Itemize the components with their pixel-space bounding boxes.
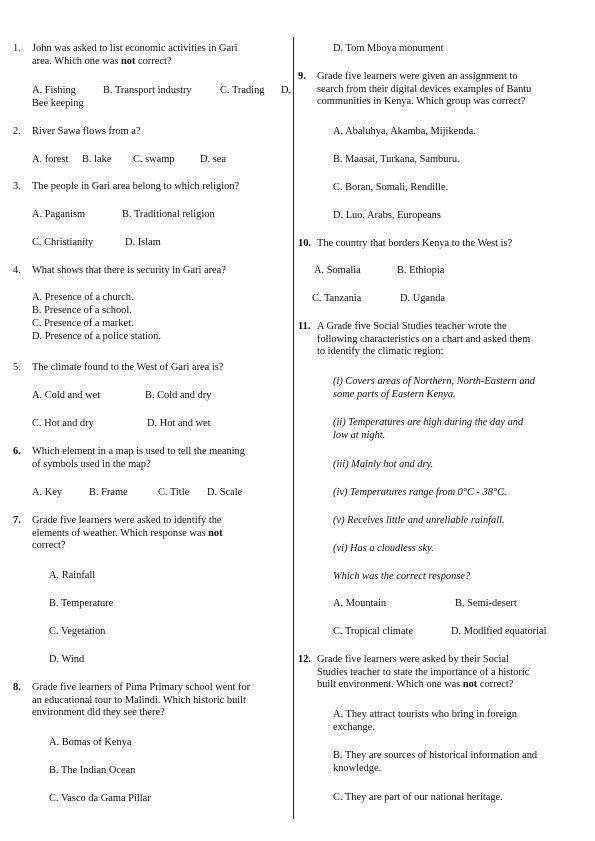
option-a: A. Rainfall [49, 570, 96, 581]
option-a: A. Bomas of Kenya [49, 737, 132, 748]
question-line: Which element in a map is used to tell the meaning [32, 446, 245, 457]
option-b: B. lake [82, 154, 112, 165]
question-text [32, 515, 293, 553]
option-d-continued: Bee keeping [32, 98, 84, 109]
question-line: Studies teacher to state the importance of a historic [317, 666, 530, 678]
text-span: correct? [135, 55, 172, 67]
question-line [32, 56, 293, 69]
characteristic-2 [333, 417, 523, 442]
question-line [317, 679, 589, 692]
option-d: D. Uganda [400, 293, 446, 304]
option-a: A. Key [32, 487, 63, 498]
question-line [32, 528, 293, 541]
characteristic-3: (iii) Mainly hot and dry. [333, 459, 434, 470]
question-number: 2. [13, 126, 21, 137]
option-line: knowledge. [333, 762, 382, 774]
question-line: an educational tour to Malindi. Which historic built [32, 694, 246, 706]
option-c: C. Tropical climate [333, 626, 413, 637]
question-line: communities in Kenya. Which group was correct? [317, 96, 526, 108]
column-divider [293, 37, 294, 819]
question-text [32, 43, 293, 68]
option-c: C. Hot and dry [32, 418, 94, 429]
question-number: 7. [13, 515, 21, 526]
option-d: D. sea [200, 154, 226, 165]
question-number: 10. [298, 238, 311, 249]
option-line: exchange. [333, 721, 375, 733]
option-c: C. Trading [220, 85, 265, 96]
option-a: A. Presence of a church. [32, 292, 134, 303]
option-a: A. Somalia [314, 265, 361, 276]
option-a: A. Paganism [32, 209, 86, 220]
text-span: elements of weather. Which response was [32, 527, 209, 539]
emphasis-not: not [120, 55, 136, 67]
option-a: A. Cold and wet [32, 390, 101, 401]
question-line: Grade five learners of Pima Primary school went for [32, 682, 251, 693]
option-c: C. Title [158, 487, 190, 498]
question-text: What shows that there is security in Gari area? [32, 265, 226, 276]
question-prompt: Which was the correct response? [333, 571, 471, 582]
characteristic-1 [333, 376, 535, 401]
question-text [317, 654, 589, 692]
characteristic-4: (iv) Temperatures range from 0°C - 38°C. [333, 487, 507, 498]
option-c: C. They are part of our national heritage. [333, 792, 503, 803]
option-d: D. Islam [125, 237, 161, 248]
question-text [32, 682, 293, 720]
option-c: C. Vasco da Gama Pillar [49, 793, 151, 804]
characteristic-5: (v) Receives little and unreliable rainfall. [333, 515, 505, 526]
option-b: B. The Indian Ocean [49, 765, 136, 776]
option-c: C. swamp [133, 154, 175, 165]
text-span: area. Which one was [32, 55, 121, 67]
option-b: B. Temperature [49, 598, 114, 609]
question-text: The people in Gari area belong to which religion? [32, 181, 240, 192]
option-a: A. Fishing [32, 85, 76, 96]
question-line: environment did they see there? [32, 707, 165, 719]
characteristic-line: (i) Covers areas of Northern, North-Eastern and [333, 376, 535, 387]
question-text [317, 71, 589, 109]
characteristic-6: (vi) Has a cloudless sky. [333, 543, 434, 554]
option-line: B. They are sources of historical information and [333, 750, 538, 761]
question-number: 1. [13, 43, 21, 54]
option-c: C. Boran, Somali, Rendille. [333, 182, 449, 193]
option-d: D. Wind [49, 654, 85, 665]
option-d: D. Luo, Arabs, Europeans [333, 210, 441, 221]
option-a [333, 709, 517, 734]
characteristic-line: low at night. [333, 429, 386, 441]
question-text [32, 446, 293, 471]
option-b: B. Frame [89, 487, 128, 498]
question-line: Grade five learners were given an assignment to [317, 71, 518, 82]
question-line: following characteristics on a chart and asked them [317, 333, 531, 345]
question-number: 11. [298, 321, 311, 332]
option-c: C. Christianity [32, 237, 94, 248]
emphasis-not: not [462, 679, 478, 691]
option-b: B. Semi-desert [455, 598, 517, 609]
option-d: D. Modified equatorial [451, 626, 547, 637]
question-text [317, 321, 589, 359]
question-line: Grade five learners were asked by their Social [317, 654, 509, 665]
characteristic-line: some parts of Eastern Kenya. [333, 388, 456, 400]
option-a: A. forest [32, 154, 69, 165]
characteristic-line: (ii) Temperatures are high during the day and [333, 417, 524, 428]
question-line: to identify the climatic region: [317, 346, 444, 358]
question-number: 3. [13, 181, 21, 192]
option-a: A. Abaluhya, Akamba, Mijikenda. [333, 126, 476, 137]
question-text: The country that borders Kenya to the West is? [317, 238, 513, 249]
option-line: A. They attract tourists who bring in foreign [333, 709, 517, 720]
emphasis-not: not [208, 527, 223, 539]
question-number: 8. [13, 682, 21, 693]
question-number: 6. [13, 446, 21, 457]
option-c: C. Vegetation [49, 626, 106, 637]
text-span: built environment. Which one was [317, 679, 463, 691]
option-a: A. Mountain [333, 598, 387, 609]
option-b [333, 750, 537, 775]
option-d: D. Tom Mboya monument [333, 43, 444, 54]
question-number: 12. [298, 654, 311, 665]
text-span: correct? [477, 679, 514, 691]
option-d: D. Scale [207, 487, 243, 498]
question-line: Grade five learners were asked to identify the [32, 515, 222, 526]
option-d: D. Hot and wet [147, 418, 211, 429]
option-c: C. Presence of a market. [32, 318, 134, 329]
question-text: The climate found to the West of Gari area is? [32, 362, 224, 373]
question-number: 5. [13, 362, 21, 373]
option-b: B. Presence of a school. [32, 305, 132, 316]
question-line: John was asked to list economic activities in Gari [32, 43, 238, 54]
question-line: A Grade five Social Studies teacher wrote the [317, 321, 507, 332]
option-b: B. Traditional religion [122, 209, 215, 220]
option-b: B. Cold and dry [145, 390, 212, 401]
question-line: search from their digital devices examples of Bantu [317, 83, 532, 95]
option-b: B. Maasai, Turkana, Samburu. [333, 154, 460, 165]
option-b: B. Ethiopia [397, 265, 445, 276]
option-c: C. Tanzania [312, 293, 362, 304]
option-d: D. [281, 85, 292, 96]
question-line: of symbols used in the map? [32, 458, 151, 470]
option-d: D. Presence of a police station. [32, 331, 161, 342]
question-line: correct? [32, 540, 66, 552]
question-text: River Sawa flows from a? [32, 126, 141, 137]
option-b: B. Transport industry [103, 85, 192, 96]
question-number: 4. [13, 265, 21, 276]
question-number: 9. [298, 71, 306, 82]
